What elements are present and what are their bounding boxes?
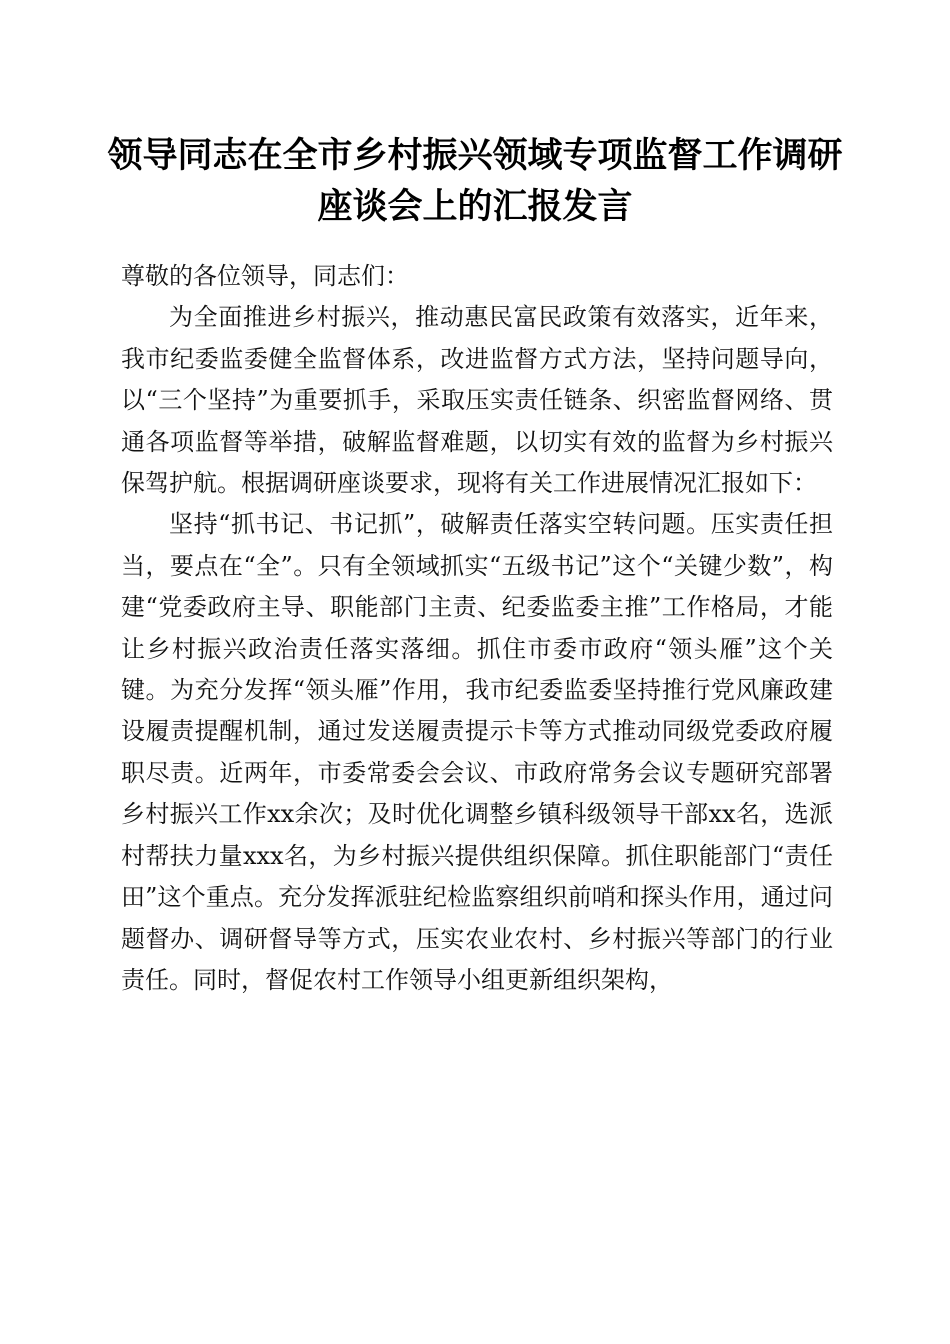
paragraph-intro: 为全面推进乡村振兴，推动惠民富民政策有效落实，近年来，我市纪委监委健全监督体系，改进监督方式方法，坚持问题导向，以“三个坚持”为重要抓手，采取压实责任链条、织密监督网络、贯通各项监督等举措，破解监督难题，以切实有效的监督为乡村振兴保驾护航。根据调研座谈要求，现将有关工作进展情况汇报如下： <box>121 303 833 498</box>
paragraph-responsibility: 坚持“抓书记、书记抓”，破解责任落实空转问题。压实责任担当，要点在“全”。只有全领域抓实“五级书记”这个“关键少数”，构建“党委政府主导、职能部门主责、纪委监委主推”工作格局，才能让乡村振兴政治责任落实落细。抓住市委市政府“领头雁”这个关键。为充分发挥“领头雁”作用，我市纪委监委坚持推行党风廉政建设履责提醒机制，通过发送履责提示卡等方式推动同级党委政府履职尽责。近两年，市委常委会会议、市政府常务会议专题研究部署乡村振兴工作xx余次；及时优化调整乡镇科级领导干部xx名，选派村帮扶力量xxx名，为乡村振兴提供组织保障。抓住职能部门“责任田”这个重点。充分发挥派驻纪检监察组织前哨和探头作用，通过问题督办、调研督导等方式，压实农业农村、乡村振兴等部门的行业责任。同时，督促农村工作领导小组更新组织架构， <box>121 510 833 994</box>
document-title: 领导同志在全市乡村振兴领域专项监督工作调研座谈会上的汇报发言 <box>107 135 843 227</box>
salutation: 尊敬的各位领导，同志们： <box>121 262 409 290</box>
document-body <box>121 256 833 1001</box>
